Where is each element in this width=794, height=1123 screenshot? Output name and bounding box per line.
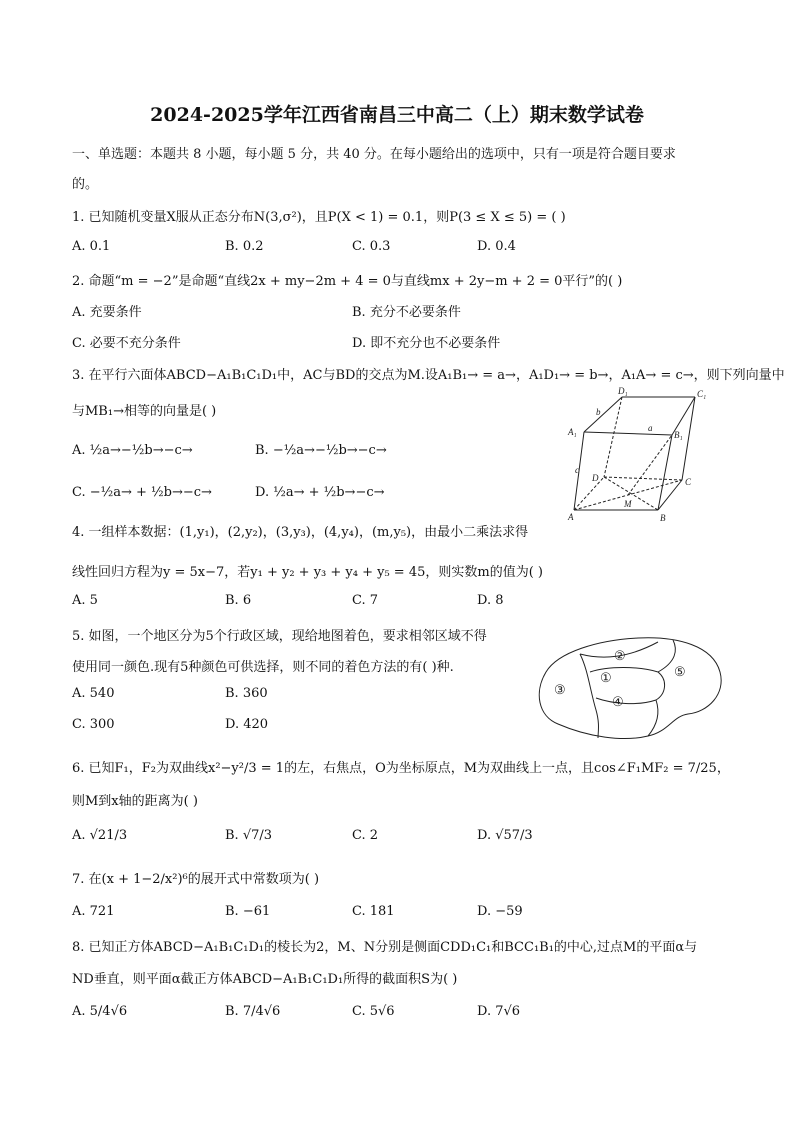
q7-option-c: C. 181: [352, 904, 395, 919]
q4-option-a: A. 5: [72, 593, 98, 608]
q3-option-c: C. −½a→ + ½b→−c→: [72, 485, 212, 500]
q5-option-d: D. 420: [225, 717, 269, 732]
question-3: 3. 在平行六面体ABCD−A₁B₁C₁D₁中，AC与BD的交点为M.设A₁B₁→ = a→，A₁D₁→ = b→，A₁A→ = c→，则下列向量中: [72, 368, 785, 383]
q6-option-a: A. √21/3: [72, 828, 128, 843]
q3-option-a: A. ½a→−½b→−c→: [72, 443, 193, 458]
question-6-line2: 则M到x轴的距离为( ): [72, 794, 198, 809]
region-4-label: ④: [612, 694, 624, 709]
q3-option-d: D. ½a→ + ½b→−c→: [255, 485, 385, 500]
question-5-line2: 使用同一颜色.现有5种颜色可供选择，则不同的着色方法的有( )种.: [72, 660, 454, 675]
q2-option-c: C. 必要不充分条件: [72, 336, 181, 351]
map-border-3: [580, 654, 599, 738]
edge-d1-d: [604, 397, 622, 477]
map-border-5: [658, 640, 675, 672]
q1-option-c: C. 0.3: [352, 239, 391, 254]
q1-option-a: A. 0.1: [72, 239, 111, 254]
page-title: 2024-2025学年江西省南昌三中高二（上）期末数学试卷: [150, 104, 644, 126]
map-border-4: [648, 700, 658, 736]
q6-option-c: C. 2: [352, 828, 379, 843]
label-a: A: [568, 512, 574, 522]
question-5: 5. 如图，一个地区分为5个行政区域，现给地图着色，要求相邻区域不得: [72, 629, 487, 644]
label-d1: D₁: [618, 386, 628, 396]
question-1: 1. 已知随机变量X服从正态分布N(3,σ²)，且P(X < 1) = 0.1，则P(3 ≤ X ≤ 5) = ( ): [72, 210, 566, 225]
question-6: 6. 已知F₁，F₂为双曲线x²−y²/3 = 1的左，右焦点，O为坐标原点，M为双曲线上一点，且cos∠F₁MF₂ = 7/25，: [72, 761, 730, 776]
question-2: 2. 命题“m = −2”是命题“直线2x + my−2m + 4 = 0与直线mx + 2y−m + 2 = 0平行”的( ): [72, 274, 623, 289]
edge-a1-b1: [584, 432, 672, 435]
label-c-vector: c: [575, 465, 579, 475]
q5-option-b: B. 360: [225, 686, 268, 701]
q8-option-c: C. 5√6: [352, 1004, 395, 1019]
segment-mb1: [628, 435, 672, 495]
question-8: 8. 已知正方体ABCD−A₁B₁C₁D₁的棱长为2，M、N分别是侧面CDD₁C₁和BCC₁B₁的中心,过点M的平面α与: [72, 940, 698, 955]
edge-a1-d1: [584, 397, 622, 432]
q8-option-d: D. 7√6: [477, 1004, 521, 1019]
q8-option-b: B. 7/4√6: [225, 1004, 281, 1019]
q3-option-b: B. −½a→−½b→−c→: [255, 443, 387, 458]
q7-option-d: D. −59: [477, 904, 523, 919]
edge-b1-b: [658, 435, 672, 510]
label-b1: B₁: [674, 430, 683, 440]
q1-option-d: D. 0.4: [477, 239, 516, 254]
region-5-label: ⑤: [674, 664, 686, 679]
q2-option-b: B. 充分不必要条件: [352, 305, 461, 320]
edge-d-c: [604, 477, 682, 480]
q1-option-b: B. 0.2: [225, 239, 264, 254]
label-d: D: [592, 473, 599, 483]
question-4-line2: 线性回归方程为y = 5x−7，若y₁ + y₂ + y₃ + y₄ + y₅ = 45，则实数m的值为( ): [72, 565, 543, 580]
q6-option-b: B. √7/3: [225, 828, 273, 843]
label-b: B: [660, 513, 666, 523]
parallelepiped-figure: [560, 385, 725, 525]
label-c: C: [685, 477, 692, 487]
q2-option-d: D. 即不充分也不必要条件: [352, 336, 501, 351]
question-3-line2: 与MB₁→相等的向量是( ): [72, 404, 217, 419]
label-m: M: [624, 499, 632, 509]
section-instructions-line2: 的。: [72, 177, 99, 192]
region-1-label: ①: [600, 670, 612, 685]
q6-option-d: D. √57/3: [477, 828, 533, 843]
edge-a-d: [574, 477, 604, 510]
label-c1: C₁: [697, 389, 707, 399]
section-instructions-line1: 一、单选题：本题共 8 小题，每小题 5 分，共 40 分。在每小题给出的选项中，只有一项是符合题目要求: [72, 147, 676, 162]
question-8-line2: ND垂直，则平面α截正方体ABCD−A₁B₁C₁D₁所得的截面积S为( ): [72, 972, 458, 987]
q4-option-d: D. 8: [477, 593, 504, 608]
question-4: 4. 一组样本数据：(1,y₁)，(2,y₂)，(3,y₃)，(4,y₄)，(m,y₅)，由最小二乘法求得: [72, 525, 529, 540]
q2-option-a: A. 充要条件: [72, 305, 142, 320]
q7-option-a: A. 721: [72, 904, 115, 919]
region-3-label: ③: [554, 682, 566, 697]
region-map-figure: [528, 632, 728, 752]
edge-b-c: [658, 480, 682, 510]
question-7: 7. 在(x + 1−2/x²)⁶的展开式中常数项为( ): [72, 872, 320, 887]
label-a-vector: a: [648, 423, 653, 433]
q5-option-a: A. 540: [72, 686, 115, 701]
q4-option-b: B. 6: [225, 593, 252, 608]
edge-c1-c: [682, 397, 695, 480]
q4-option-c: C. 7: [352, 593, 379, 608]
label-a1: A₁: [568, 427, 577, 437]
q5-option-c: C. 300: [72, 717, 115, 732]
label-b-vector: b: [596, 407, 601, 417]
region-2-label: ②: [614, 648, 626, 663]
q7-option-b: B. −61: [225, 904, 271, 919]
q8-option-a: A. 5/4√6: [72, 1004, 128, 1019]
